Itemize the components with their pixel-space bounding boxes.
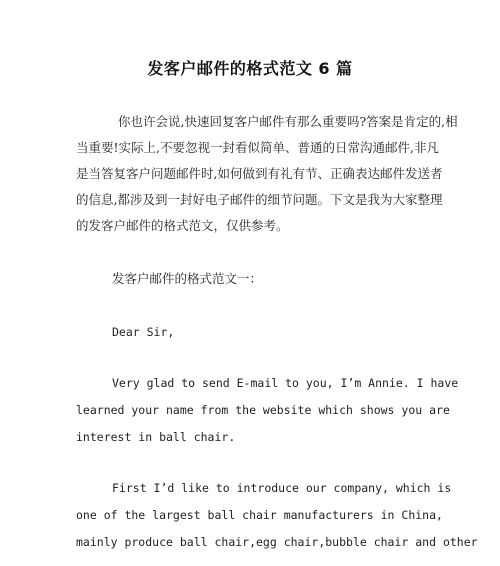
paragraph-line: mainly produce ball chair,egg chair,bubble chair and other xyxy=(76,535,478,549)
intro-line: 是当答复客户问题邮件时,如何做到有礼有节、正确表达邮件发送者 xyxy=(76,166,443,181)
paragraph-line: one of the largest ball chair manufacturers in China, xyxy=(76,508,443,522)
intro-line: 的发客户邮件的格式范文，仅供参考。 xyxy=(76,218,289,233)
intro-line: 当重要!实际上,不要忽视一封看似简单、普通的日常沟通邮件,非凡 xyxy=(76,140,439,155)
salutation: Dear Sir, xyxy=(112,325,175,339)
intro-line: 的信息,都涉及到一封好电子邮件的细节问题。下文是我为大家整理 xyxy=(76,192,443,207)
paragraph-line: First I’d like to introduce our company, which is xyxy=(112,481,452,495)
section-heading: 发客户邮件的格式范文一： xyxy=(112,271,263,286)
paragraph-line: Very glad to send E-mail to you, I’m Annie. I have xyxy=(112,376,459,390)
paragraph-line: interest in ball chair. xyxy=(76,430,236,444)
paragraph-line: learned your name from the website which shows you are xyxy=(76,403,450,417)
document-title: 发客户邮件的格式范文 6 篇 xyxy=(147,59,353,78)
intro-line: 你也许会说,快速回复客户邮件有那么重要吗?答案是肯定的,相 xyxy=(118,114,458,129)
